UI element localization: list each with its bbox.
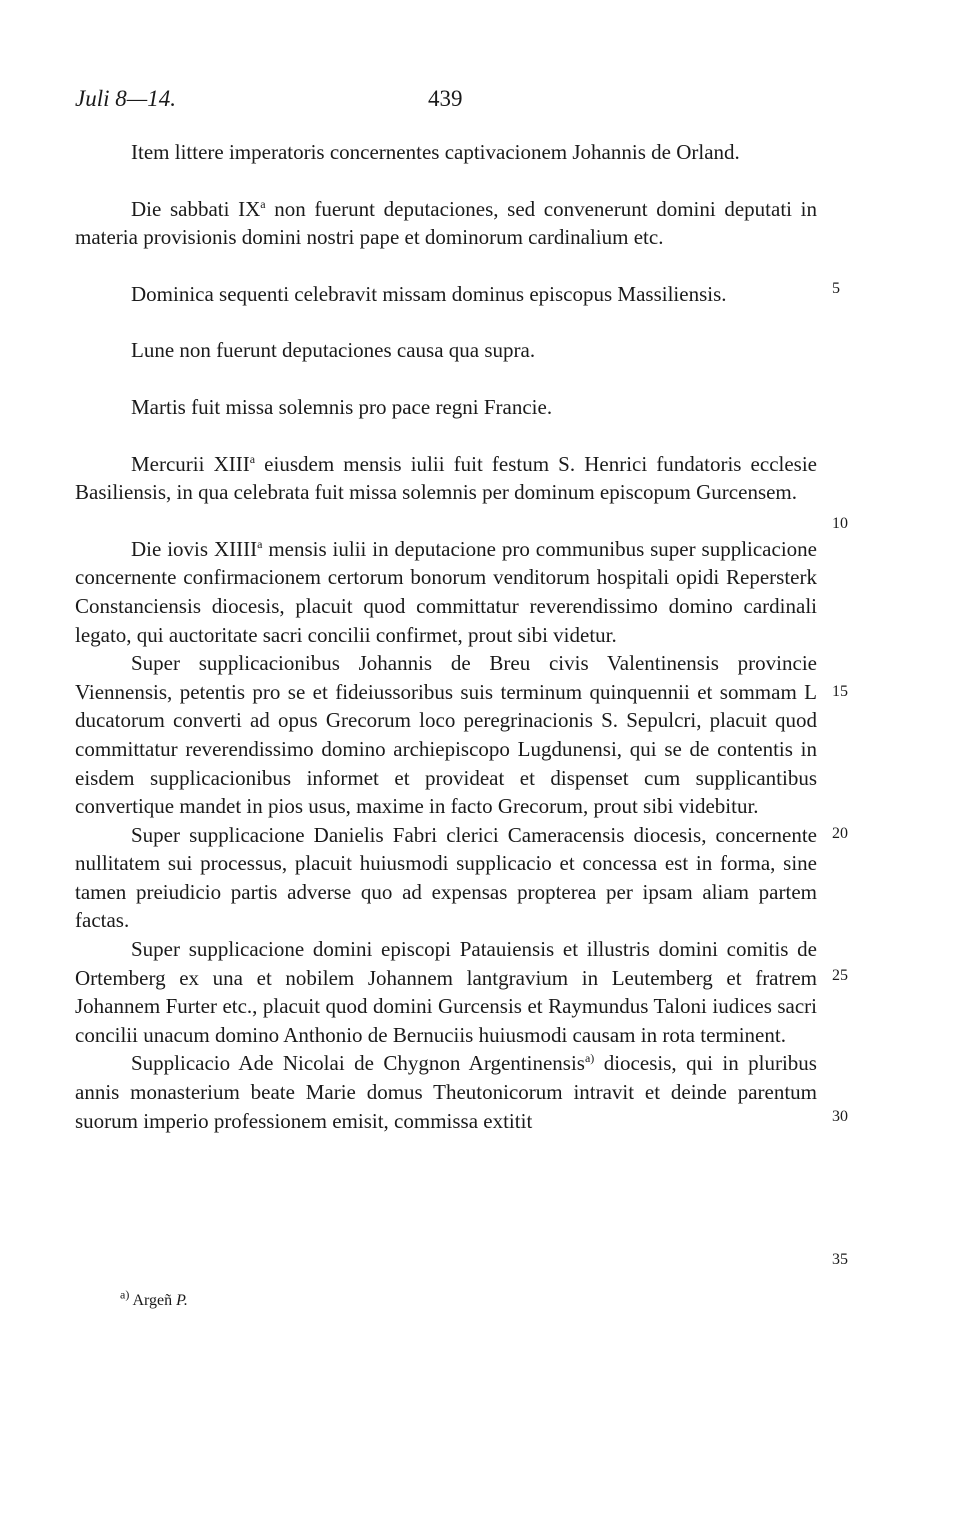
paragraph: Super supplicacione domini episcopi Patauiensis et illustris domini comitis de Ortemberg ex una et nobilem Johannem lantgravium in Leutemberg et fratrem Johannem Furter etc., placuit quod domini Gurcensis et Raymundus Taloni iudices sacri concilii unacum domino Anthonio de Bernuciis huiusmodi causam in rota terminent. [75,937,817,1047]
footnote [120,1287,188,1310]
paragraph: Mercurii XIII$^a$ eiusdem mensis iulii fuit festum S. Henrici fundatoris ecclesie Basiliensis, in qua celebrata fuit missa solemnis per dominum episcopum Gurcensem. [75,451,817,505]
line-number: 30 [832,1108,848,1125]
footnote-text: Argeñ [132,1292,173,1309]
running-header-date: Juli 8—14. [75,86,176,111]
paragraph: Lune non fuerunt deputaciones causa qua supra. [131,338,536,363]
line-number: 35 [832,1251,848,1268]
line-number: 15 [832,683,848,700]
paragraph: Super supplicacione Danielis Fabri clerici Cameracensis diocesis, concernente nullitatem sui processus, placuit huiusmodi supplicacio et concessa est in forma, sine tamen preiudicio partis adverse quo ad expensas propterea per ipsam aliam partem factas. [75,822,817,933]
paragraph: Dominica sequenti celebravit missam dominus episcopus Massiliensis. [131,281,727,306]
line-number: 5 [832,280,840,297]
main-text [75,138,817,1135]
footnote-siglum: P. [176,1292,188,1309]
line-number: 25 [832,967,848,984]
footnote-marker: a) [120,1287,130,1302]
page-number: 439 [428,86,463,111]
paragraph: Supplicacio Ade Nicolai de Chygnon Argentinensis$^{a)}$ diocesis, qui in pluribus annis monasterium beate Marie domus Theutonicorum intravit et deinde parentum suorum imperio professionem emisit, commissa extitit [75,1051,817,1133]
line-number: 10 [832,515,848,532]
paragraph: Item littere imperatoris concernentes captivacionem Johannis de Orland. [131,140,740,164]
line-number: 20 [832,825,848,842]
paragraph: Die iovis XIIII$^a$ mensis iulii in deputacione pro communibus super supplicacione concernente confirmacionem certorum bonorum venditorum hospitali opidi Repersterk Constanciensis diocesis, placuit quod committatur reverendissimo domino cardinali legato, qui auctoritate sacri concilii confirmet, prout sibi videtur. [75,536,817,647]
paragraph: Super supplicacionibus Johannis de Breu civis Valentinensis provincie Viennensis, petentis pro se et fideiussoribus suis terminum quinquennii et sommam L ducatorum converti ad opus Grecorum loco peregrinacionis S. Sepulcri, placuit quod committatur reverendissimo domino archiepiscopo Lugdunensi, qui se de contentis in eisdem supplicacionibus informet et provideat et dispenset cum supplicantibus convertique mandet in pios usus, maxime in facto Grecorum, prout sibi videbitur. [75,651,817,819]
paragraph: Martis fuit missa solemnis pro pace regni Francie. [131,394,553,419]
paragraph: Die sabbati $IX^a$ non fuerunt deputaciones, sed convenerunt domini deputati in materia provisionis domini nostri pape et dominorum cardinalium etc. [75,196,817,250]
